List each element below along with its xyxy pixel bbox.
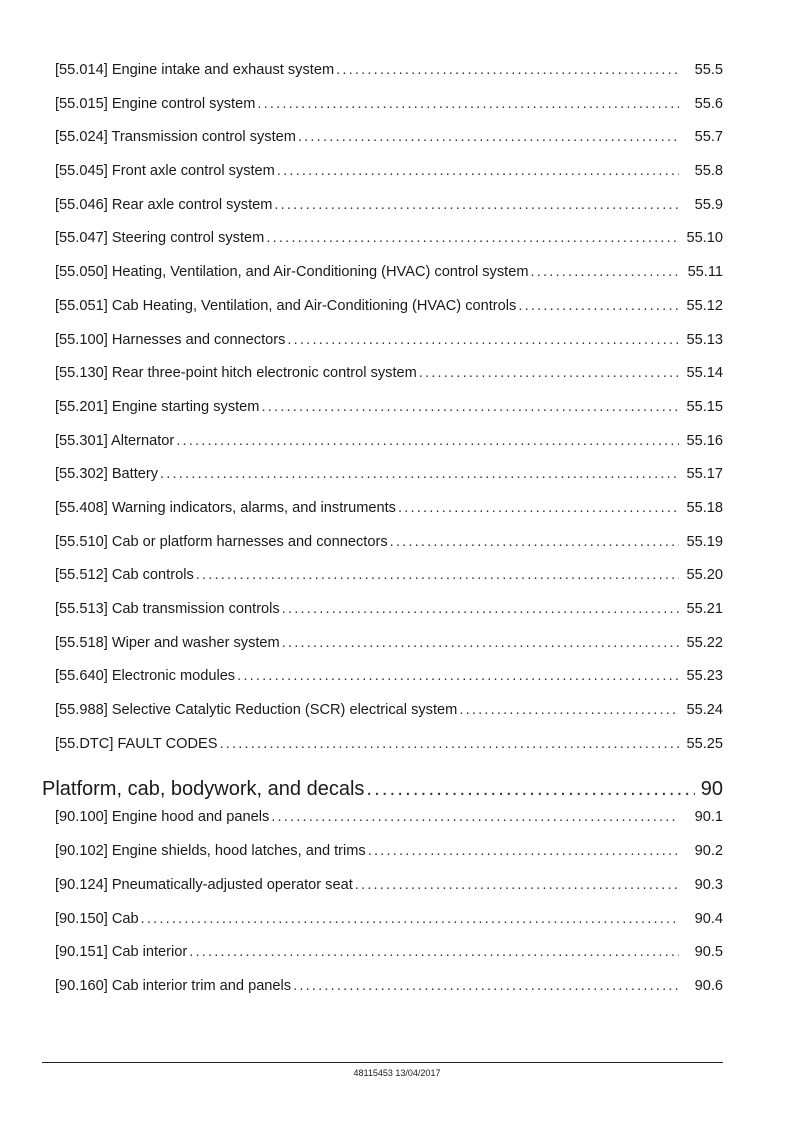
toc-entry-title: [55, 567, 194, 583]
toc-entry-code: [55.513]: [55, 601, 108, 617]
section-title: Platform, cab, bodywork, and decals: [42, 777, 365, 800]
toc-entry[interactable]: [55, 668, 723, 702]
toc-entry[interactable]: [55, 129, 723, 163]
toc-entry-page-number: 55.12: [686, 297, 723, 314]
toc-entry-text: Engine intake and exhaust system: [111, 62, 335, 78]
toc-entry-text: Engine control system: [111, 95, 256, 112]
toc-entry-page-number: 55.18: [686, 499, 723, 516]
dot-leader: [274, 197, 679, 213]
toc-entry-title: [55, 230, 264, 246]
dot-leader: [261, 399, 679, 415]
dot-leader: [390, 534, 679, 550]
dot-leader: [141, 911, 679, 927]
toc-entry[interactable]: [55, 466, 723, 500]
toc-group-55: [0, 62, 794, 769]
toc-entry[interactable]: [55, 365, 723, 399]
toc-entry-title: [55, 668, 235, 684]
toc-entry-text: Harnesses and connectors: [111, 331, 286, 348]
dot-leader: [293, 978, 679, 994]
toc-entry-title: [55, 365, 417, 381]
dot-leader: [518, 298, 679, 314]
toc-entry-title: [55, 399, 259, 415]
dot-leader: [336, 62, 679, 78]
dot-leader: [257, 96, 679, 112]
toc-entry-code: [90.102]: [55, 843, 108, 860]
toc-entry-title: [55, 702, 457, 718]
dot-leader: [282, 635, 679, 651]
toc-entry-code: [55.051]: [55, 297, 108, 314]
toc-entry-title: [55, 298, 516, 314]
toc-entry-text: Pneumatically-adjusted operator seat: [111, 876, 353, 893]
toc-entry-code: [55.024]: [55, 129, 108, 146]
toc-entry-title: [55, 129, 296, 145]
toc-entry-title: [55, 62, 334, 78]
dot-leader: [282, 601, 679, 617]
toc-entry-text: Steering control system: [111, 230, 265, 247]
toc-entry[interactable]: [55, 163, 723, 197]
toc-entry-page-number: 55.17: [686, 466, 723, 483]
toc-entry-code: [55.050]: [55, 264, 108, 281]
toc-entry[interactable]: [55, 843, 723, 877]
toc-entry[interactable]: [55, 944, 723, 978]
toc-entry-code: [55.015]: [55, 95, 108, 112]
toc-entry-page-number: 90.4: [694, 910, 723, 927]
toc-entry-page-number: 55.13: [686, 331, 723, 348]
toc-entry-text: Engine shields, hood latches, and trims: [111, 843, 366, 860]
toc-entry[interactable]: [55, 978, 723, 1012]
toc-entry-text: Rear three-point hitch electronic control system: [111, 365, 417, 382]
toc-entry-code: [90.160]: [55, 977, 108, 994]
toc-entry[interactable]: [55, 399, 723, 433]
toc-entry-text: Cab interior: [111, 944, 188, 961]
toc-entry[interactable]: [55, 911, 723, 945]
toc-entry-title: [55, 978, 291, 994]
toc-entry[interactable]: [55, 601, 723, 635]
toc-group-90: [0, 809, 794, 1011]
toc-entry-page-number: 90.2: [694, 843, 723, 860]
toc-entry-text: Cab Heating, Ventilation, and Air-Conditioning (HVAC) controls: [111, 297, 517, 314]
dot-leader: [271, 809, 679, 825]
toc-entry-page-number: 55.20: [686, 567, 723, 584]
toc-entry-page-number: 55.7: [694, 129, 723, 146]
toc-entry-text: Cab or platform harnesses and connectors: [111, 533, 388, 550]
dot-leader: [287, 332, 679, 348]
toc-entry[interactable]: [55, 298, 723, 332]
toc-entry-page-number: 55.8: [694, 163, 723, 180]
dot-leader: [160, 466, 679, 482]
toc-entry-text: FAULT CODES: [117, 735, 218, 752]
toc-entry-text: Selective Catalytic Reduction (SCR) electrical system: [111, 702, 458, 719]
toc-entry-text: Engine hood and panels: [111, 809, 270, 826]
toc-entry-title: [55, 96, 255, 112]
dot-leader: [298, 129, 679, 145]
toc-entry-code: [55.100]: [55, 331, 108, 348]
toc-entry[interactable]: [55, 96, 723, 130]
toc-entry[interactable]: [55, 809, 723, 843]
toc-entry-page-number: 55.21: [686, 601, 723, 617]
toc-entry-code: [55.047]: [55, 230, 108, 247]
dot-leader: [355, 877, 679, 893]
table-of-contents: [0, 62, 794, 1012]
toc-entry-page-number: 55.16: [686, 432, 723, 449]
toc-entry-code: [55.302]: [55, 466, 108, 483]
toc-entry-title: [55, 466, 158, 482]
toc-entry-title: [55, 601, 280, 617]
dot-leader: [237, 668, 679, 684]
footer-document-id: 48115453 13/04/2017: [353, 1068, 441, 1078]
toc-entry-page-number: 55.11: [687, 264, 723, 281]
toc-entry-page-number: 55.14: [686, 365, 723, 382]
toc-entry-page-number: 55.10: [686, 230, 723, 247]
toc-entry-code: [55.518]: [55, 634, 108, 651]
toc-entry[interactable]: [55, 197, 723, 231]
toc-entry[interactable]: [55, 62, 723, 96]
toc-entry[interactable]: [55, 635, 723, 669]
dot-leader: [530, 264, 679, 280]
toc-entry-code: [55.301]: [55, 432, 108, 449]
toc-entry-title: [55, 944, 187, 960]
toc-entry-text: Cab controls: [111, 567, 194, 584]
toc-entry-title: [55, 433, 174, 449]
toc-entry-code: [90.150]: [55, 910, 108, 927]
toc-entry-title: [55, 736, 217, 752]
toc-entry-code: [55.014]: [55, 62, 108, 78]
toc-section-heading[interactable]: [42, 769, 723, 809]
toc-entry-text: Transmission control system: [111, 129, 296, 146]
toc-entry-page-number: 55.24: [686, 702, 723, 719]
toc-entry-code: [55.046]: [55, 196, 108, 213]
toc-entry-text: Front axle control system: [111, 163, 275, 180]
toc-entry[interactable]: [55, 433, 723, 467]
toc-entry-text: Alternator: [111, 432, 175, 449]
toc-entry-title: [55, 809, 269, 825]
dot-leader: [366, 778, 695, 801]
toc-entry[interactable]: [55, 534, 723, 568]
toc-entry-code: [55.130]: [55, 365, 108, 382]
dot-leader: [219, 736, 679, 752]
toc-entry-page-number: 55.15: [686, 398, 723, 415]
dot-leader: [459, 702, 679, 718]
toc-entry-code: [55.201]: [55, 398, 108, 415]
toc-entry-text: Electronic modules: [111, 668, 236, 685]
toc-entry-text: Heating, Ventilation, and Air-Conditioning (HVAC) control system: [111, 264, 529, 281]
toc-entry[interactable]: [55, 500, 723, 534]
toc-entry-code: [55.045]: [55, 163, 108, 180]
toc-entry-text: Warning indicators, alarms, and instruments: [111, 499, 396, 516]
toc-entry-page-number: 55.5: [694, 62, 723, 78]
dot-leader: [196, 567, 679, 583]
toc-entry-code: [55.510]: [55, 533, 108, 550]
toc-entry-page-number: 55.25: [686, 735, 723, 752]
toc-entry-code: [90.100]: [55, 809, 108, 826]
toc-entry-title: [55, 843, 366, 859]
toc-entry[interactable]: [55, 702, 723, 736]
dot-leader: [189, 944, 679, 960]
toc-entry-code: [55.408]: [55, 499, 108, 516]
toc-entry-title: [55, 534, 388, 550]
toc-entry-code: [55.988]: [55, 702, 108, 719]
toc-entry-page-number: 55.23: [686, 668, 723, 685]
toc-entry-code: [55.DTC]: [55, 735, 114, 752]
dot-leader: [266, 230, 679, 246]
toc-entry-code: [90.151]: [55, 944, 108, 961]
toc-entry-text: Cab interior trim and panels: [111, 977, 292, 994]
dot-leader: [398, 500, 679, 516]
toc-entry-text: Wiper and washer system: [111, 634, 280, 651]
dot-leader: [277, 163, 679, 179]
toc-entry-code: [90.124]: [55, 876, 108, 893]
dot-leader: [368, 843, 679, 859]
toc-entry[interactable]: [55, 332, 723, 366]
toc-entry[interactable]: [55, 877, 723, 911]
toc-entry-text: Cab: [111, 910, 139, 927]
toc-entry-text: Engine starting system: [111, 398, 260, 415]
toc-entry-title: [55, 911, 139, 927]
toc-entry-code: [55.512]: [55, 567, 108, 584]
dot-leader: [176, 433, 679, 449]
toc-entry-title: [55, 332, 285, 348]
toc-entry-title: [55, 635, 280, 651]
toc-entry[interactable]: [55, 264, 723, 298]
section-page-number: 90: [700, 777, 723, 800]
footer-rule: [42, 1062, 723, 1063]
toc-entry[interactable]: [55, 230, 723, 264]
toc-entry-page-number: 55.6: [694, 95, 723, 112]
toc-entry-code: [55.640]: [55, 668, 108, 685]
toc-entry-title: [55, 500, 396, 516]
toc-entry-title: [55, 197, 272, 213]
toc-entry-title: [55, 264, 528, 280]
toc-entry-title: [55, 163, 275, 179]
toc-entry-page-number: 55.19: [686, 533, 723, 550]
toc-entry-text: Cab transmission controls: [111, 601, 280, 617]
toc-entry-text: Rear axle control system: [111, 196, 273, 213]
dot-leader: [419, 365, 679, 381]
toc-entry-page-number: 55.9: [694, 196, 723, 213]
toc-entry[interactable]: [55, 567, 723, 601]
toc-entry-page-number: 90.5: [694, 944, 723, 961]
toc-entry-page-number: 90.1: [694, 809, 723, 826]
toc-entry-page-number: 90.6: [694, 977, 723, 994]
toc-entry-text: Battery: [111, 466, 159, 483]
toc-entry-title: [55, 877, 353, 893]
toc-entry-page-number: 55.22: [686, 634, 723, 651]
toc-entry-page-number: 90.3: [694, 876, 723, 893]
toc-entry[interactable]: [55, 736, 723, 770]
